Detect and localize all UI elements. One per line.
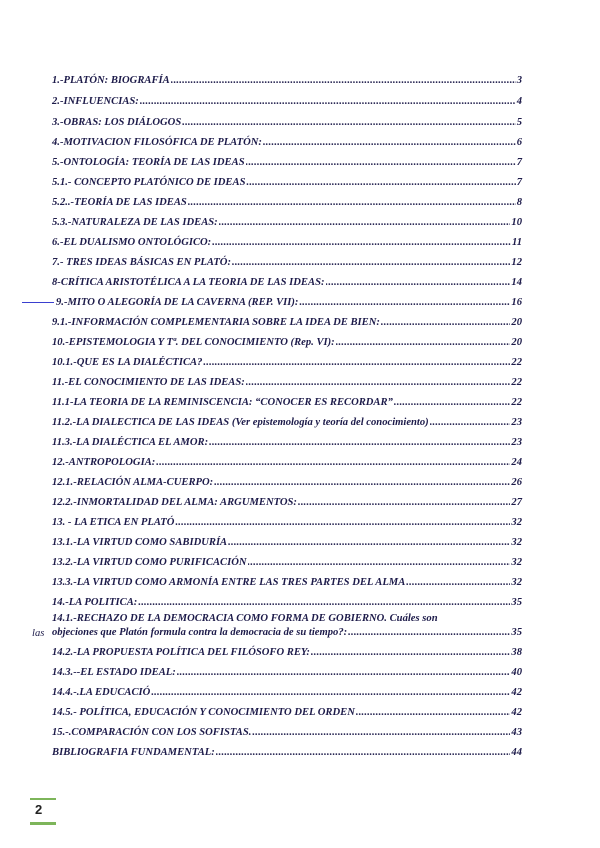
toc-entry[interactable] (52, 174, 522, 190)
toc-entry-title: 5.2..-TEORÍA DE LAS IDEAS (52, 197, 187, 208)
toc-entry[interactable] (52, 274, 522, 290)
toc-entry[interactable] (52, 254, 522, 270)
toc-entry[interactable] (52, 314, 522, 330)
toc-entry[interactable] (52, 154, 522, 170)
page-number: 2 (35, 802, 43, 817)
toc-entry-title: 9.1.-INFORMACIÓN COMPLEMENTARIA SOBRE LA IDEA DE BIEN: (52, 317, 380, 328)
toc-entry-title: 10.1.-QUE ES LA DIALÉCTICA? (52, 357, 203, 368)
toc-entry-page: 23 (511, 417, 522, 428)
dot-leader (252, 727, 510, 739)
toc-entry-page: 32 (511, 577, 522, 588)
footer-rule-top (30, 798, 56, 800)
dot-leader (228, 537, 510, 549)
toc-entry-page: 44 (511, 747, 522, 758)
toc-entry[interactable] (52, 354, 522, 370)
toc-entry[interactable] (52, 454, 522, 470)
dot-leader (216, 747, 511, 759)
toc-entry[interactable] (52, 93, 522, 109)
toc-entry-title: 6.-EL DUALISMO ONTOLÓGICO: (52, 237, 212, 248)
toc-entry-title: BIBLIOGRAFIA FUNDAMENTAL: (52, 747, 215, 758)
toc-entry-page: 35 (511, 627, 522, 638)
toc-entry-page: 38 (511, 647, 522, 658)
toc-entry-page: 10 (511, 217, 522, 228)
margin-word: las (32, 628, 45, 639)
dot-leader (336, 337, 511, 349)
dot-leader (219, 217, 511, 229)
toc-entry[interactable] (52, 684, 522, 700)
toc-entry[interactable] (52, 594, 522, 610)
toc-entry-title: 12.-ANTROPOLOGIA: (52, 457, 156, 468)
toc-entry-title: 14.4.-.LA EDUCACIÓ (52, 687, 151, 698)
toc-entry-line2 (52, 626, 522, 640)
toc-entry-title: 12.2.-INMORTALIDAD DEL ALMA: ARGUMENTOS: (52, 497, 297, 508)
toc-entry-title: 2.-INFLUENCIAS: (52, 96, 139, 107)
toc-entry[interactable] (52, 534, 522, 550)
toc-entry[interactable] (52, 374, 522, 390)
dot-leader (171, 75, 516, 87)
dot-leader (326, 277, 511, 289)
toc-entry-page: 3 (516, 75, 522, 86)
dot-leader (263, 137, 516, 149)
dot-leader (156, 457, 510, 469)
toc-entry-title: 14.3.--EL ESTADO IDEAL: (52, 667, 176, 678)
toc-entry-title: 15.-.COMPARACIÓN CON LOS SOFISTAS. (52, 727, 252, 738)
toc-entry[interactable] (52, 414, 522, 430)
page-number-footer (30, 798, 56, 828)
toc-entry-page: 22 (511, 377, 522, 388)
toc-entry[interactable] (52, 514, 522, 530)
dot-leader (298, 497, 510, 509)
dot-leader (356, 707, 511, 719)
toc-entry-title: 1.-PLATÓN: BIOGRAFÍA (52, 75, 170, 86)
toc-entry-page: 6 (516, 137, 522, 148)
dot-leader (209, 437, 510, 449)
footer-rule-bottom (30, 822, 56, 825)
dot-leader (248, 557, 511, 569)
toc-entry[interactable] (52, 554, 522, 570)
hyperlink-underline (22, 302, 54, 303)
toc-entry-title: 5.-ONTOLOGÍA: TEORÍA DE LAS IDEAS (52, 157, 245, 168)
toc-entry-multiline[interactable] (52, 612, 522, 644)
toc-entry-page: 4 (516, 96, 522, 107)
dot-leader (138, 597, 510, 609)
dot-leader (151, 687, 510, 699)
toc-entry-page: 11 (511, 237, 522, 248)
toc-entry-page: 32 (511, 557, 522, 568)
toc-entry-page: 32 (511, 537, 522, 548)
toc-entry[interactable] (52, 234, 522, 250)
toc-entry-page: 5 (516, 117, 522, 128)
dot-leader (246, 157, 516, 169)
toc-entry-page: 22 (511, 357, 522, 368)
toc-entry-page: 7 (516, 157, 522, 168)
dot-leader (381, 317, 511, 329)
dot-leader (299, 297, 510, 309)
toc-entry-title: 14.5.- POLÍTICA, EDUCACIÓN Y CONOCIMIENTO DEL ORDEN (52, 707, 355, 718)
toc-entry-title: 7.- TRES IDEAS BÁSICAS EN PLATÓ: (52, 257, 231, 268)
dot-leader (188, 197, 516, 209)
toc-entry-page: 23 (511, 437, 522, 448)
toc-entry[interactable] (52, 394, 522, 410)
dot-leader (203, 357, 510, 369)
dot-leader (348, 627, 510, 639)
dot-leader (430, 417, 511, 429)
toc-entry[interactable] (52, 134, 522, 150)
toc-entry-page: 24 (511, 457, 522, 468)
toc-entry-page: 22 (511, 397, 522, 408)
toc-entry-title: 3.-OBRAS: LOS DIÁLOGOS (52, 117, 182, 128)
dot-leader (214, 477, 510, 489)
toc-entry[interactable] (52, 574, 522, 590)
toc-entry[interactable] (52, 114, 522, 130)
dot-leader (246, 377, 511, 389)
dot-leader (182, 117, 515, 129)
toc-entry-title: 11.-EL CONOCIMIENTO DE LAS IDEAS: (52, 377, 245, 388)
toc-entry-page: 42 (511, 707, 522, 718)
toc-entry-title: 13.1.-LA VIRTUD COMO SABIDURÍA (52, 537, 228, 548)
toc-entry[interactable] (56, 294, 522, 310)
toc-entry-title-line1: 14.1.-RECHAZO DE LA DEMOCRACIA COMO FORMA DE GOBIERNO. Cuáles son (52, 613, 438, 624)
toc-entry-title: 13.2.-LA VIRTUD COMO PURIFICACIÓN (52, 557, 247, 568)
toc-entry[interactable] (52, 724, 522, 740)
toc-entry-page: 42 (511, 687, 522, 698)
toc-entry[interactable] (52, 644, 522, 660)
dot-leader (406, 577, 510, 589)
toc-entry[interactable] (52, 664, 522, 680)
toc-entry-page: 26 (511, 477, 522, 488)
toc-entry-page: 20 (511, 317, 522, 328)
toc-entry-page: 12 (511, 257, 522, 268)
toc-entry-page: 20 (511, 337, 522, 348)
toc-entry-title: 5.3.-NATURALEZA DE LAS IDEAS: (52, 217, 218, 228)
toc-entry-title: 13.3.-LA VIRTUD COMO ARMONÍA ENTRE LAS TRES PARTES DEL ALMA (52, 577, 406, 588)
toc-entry-title: 5.1.- CONCEPTO PLATÓNICO DE IDEAS (52, 177, 246, 188)
toc-entry-page: 27 (511, 497, 522, 508)
toc-entry-page: 43 (511, 727, 522, 738)
toc-entry-title: 9.-MITO O ALEGORÍA DE LA CAVERNA (REP. VII): (56, 297, 299, 308)
toc-entry-page: 14 (511, 277, 522, 288)
toc-entry[interactable] (52, 744, 522, 760)
dot-leader (246, 177, 515, 189)
toc-entry-title: 8-CRÍTICA ARISTOTÉLICA A LA TEORIA DE LAS IDEAS: (52, 277, 325, 288)
toc-entry-page: 7 (516, 177, 522, 188)
toc-entry-page: 35 (511, 597, 522, 608)
toc-entry-page: 32 (511, 517, 522, 528)
dot-leader (177, 667, 511, 679)
toc-entry-title: 14.2.-LA PROPUESTA POLÍTICA DEL FILÓSOFO REY: (52, 647, 310, 658)
toc-entry-title: 10.-EPISTEMOLOGIA Y Tª. DEL CONOCIMIENTO (Rep. VI): (52, 337, 335, 348)
toc-entry-title: 13. - LA ETICA EN PLATÓ (52, 517, 175, 528)
toc-entry-title: 11.2.-LA DIALECTICA DE LAS IDEAS (Ver epistemología y teoría del conocimiento) (52, 417, 429, 428)
dot-leader (394, 397, 511, 409)
toc-entry-title: 11.1-LA TEORIA DE LA REMINISCENCIA: “CONOCER ES RECORDAR” (52, 397, 393, 408)
toc-entry[interactable] (52, 494, 522, 510)
toc-entry[interactable] (52, 334, 522, 350)
dot-leader (175, 517, 510, 529)
dot-leader (232, 257, 510, 269)
toc-entry-title: 12.1.-RELACIÓN ALMA-CUERPO: (52, 477, 214, 488)
dot-leader (212, 237, 511, 249)
toc-entry-title: 4.-MOTIVACION FILOSÓFICA DE PLATÓN: (52, 137, 262, 148)
toc-entry-page: 40 (511, 667, 522, 678)
toc-entry[interactable] (52, 434, 522, 450)
toc-entry-title-line2: objeciones que Platón formula contra la democracia de su tiempo?: (52, 627, 348, 638)
toc-entry[interactable] (52, 194, 522, 210)
toc-entry[interactable] (52, 474, 522, 490)
toc-entry[interactable] (52, 214, 522, 230)
toc-entry[interactable] (52, 704, 522, 720)
dot-leader (311, 647, 510, 659)
dot-leader (140, 96, 516, 108)
toc-entry-title: 14.-LA POLITICA: (52, 597, 138, 608)
toc-entry[interactable] (52, 72, 522, 88)
toc-entry-page: 8 (516, 197, 522, 208)
toc-entry-title: 11.3.-LA DIALÉCTICA EL AMOR: (52, 437, 209, 448)
toc-entry-page: 16 (511, 297, 522, 308)
